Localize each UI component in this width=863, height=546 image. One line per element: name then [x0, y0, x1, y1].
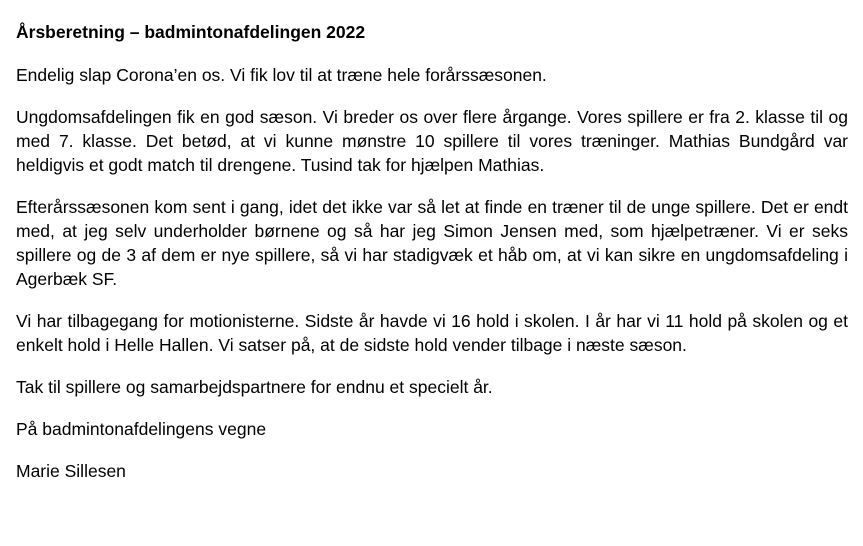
paragraph-thanks: Tak til spillere og samarbejdspartnere for endnu et specielt år. — [16, 377, 493, 397]
paragraph-youth: Ungdomsafdelingen fik en god sæson. Vi breder os over flere årgange. Vores spillere er fra 2. klasse til og med 7. klasse. Det betød, at vi kunne mønstre 10 spillere til vores træninger. Mathias Bundgård var heldigvis et godt match til drengene. Tusind tak for hjælpen Mathias. — [16, 107, 848, 175]
paragraph-intro: Endelig slap Corona’en os. Vi fik lov til at træne hele forårssæsonen. — [16, 65, 547, 85]
closing-line: På badmintonafdelingens vegne — [16, 419, 267, 439]
paragraph-autumn: Efterårssæsonen kom sent i gang, idet det ikke var så let at finde en træner til de unge spillere. Det er endt med, at jeg selv underholder børnene og så har jeg Simon Jensen med, som hjælpetræner. Vi er seks spillere og de 3 af dem er nye spillere, så vi har stadigvæk et håb om, at vi kan sikre en ungdomsafdeling i Agerbæk SF. — [16, 197, 848, 289]
document-page — [16, 20, 848, 501]
signature-name: Marie Sillesen — [16, 461, 126, 481]
document-title: Årsberetning – badmintonafdelingen 2022 — [16, 22, 366, 42]
paragraph-motionists: Vi har tilbagegang for motionisterne. Sidste år havde vi 16 hold i skolen. I år har vi 11 hold på skolen og et enkelt hold i Helle Hallen. Vi satser på, at de sidste hold vender tilbage i næste sæson. — [16, 311, 848, 355]
